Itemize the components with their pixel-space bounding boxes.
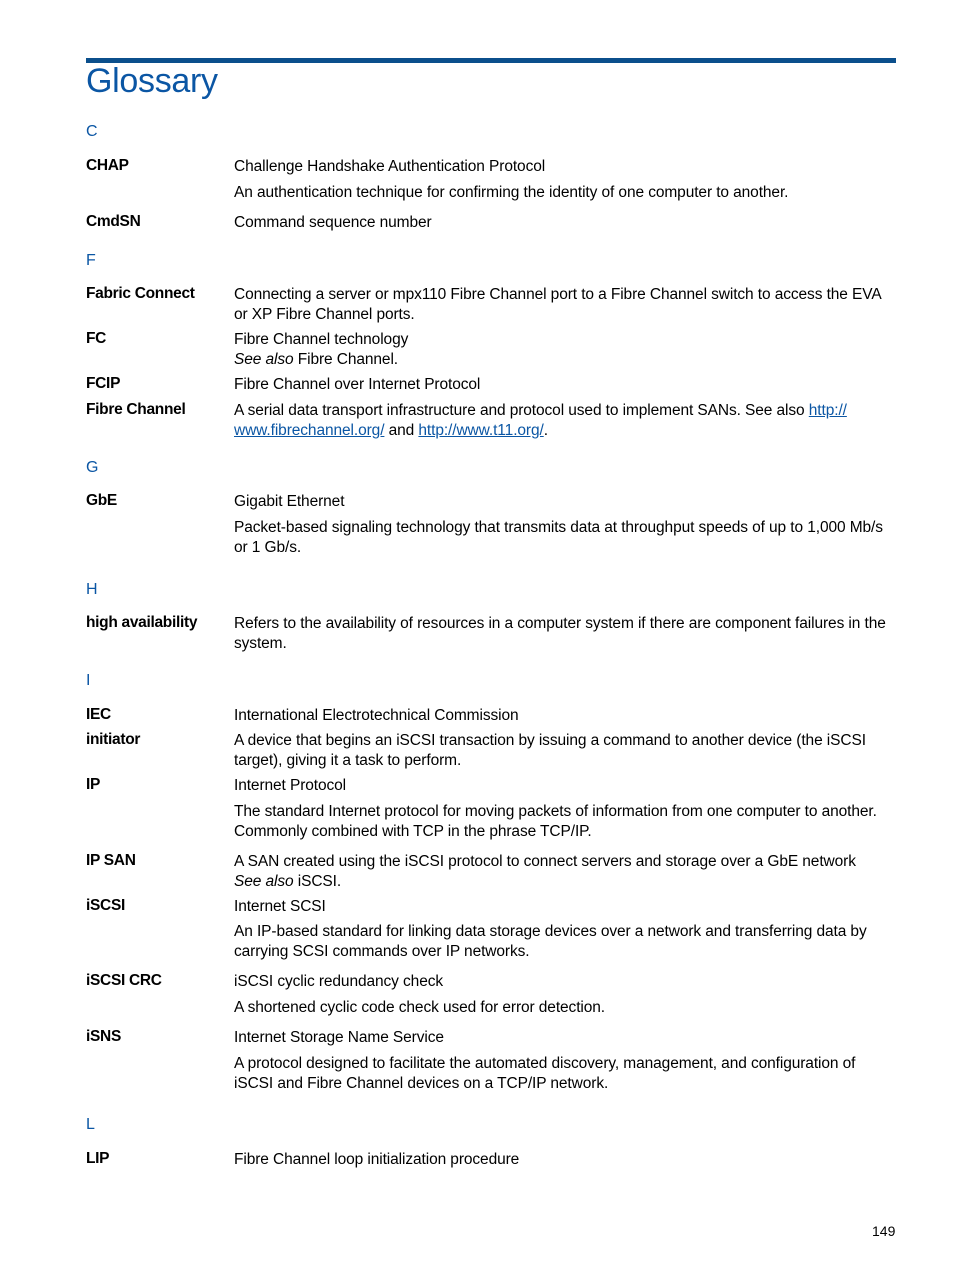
definition-iscsi-crc-detail [234,998,898,1018]
definition-lip [234,1150,898,1170]
term-ip: IP [86,776,101,793]
fibrechannel-link-part2[interactable]: www.fibrechannel.org/ [234,421,385,439]
section-letter-i: I [86,672,91,689]
definition-text: Internet Protocol [234,777,347,794]
definition-iscsi [234,897,898,917]
definition-text: The standard Internet protocol for moving packets of information from one computer to another. [234,803,877,820]
definition-text: Command sequence number [234,214,432,231]
term-lip: LIP [86,1150,110,1167]
definition-iscsi-crc [234,972,898,992]
term-initiator: initiator [86,731,141,748]
term-iscsi-crc: iSCSI CRC [86,972,162,989]
definition-fibre-channel [234,401,898,440]
definition-cmdsn [234,213,898,233]
definition-text: iSCSI cyclic redundancy check [234,973,444,990]
definition-ip-detail [234,802,898,841]
definition-text: A shortened cyclic code check used for error detection. [234,999,606,1016]
definition-text: target), giving it a task to perform. [234,751,462,769]
definition-text: International Electrotechnical Commission [234,707,519,724]
definition-text: A device that begins an iSCSI transaction by issuing a command to another device (the iSCSI [234,732,866,749]
definition-text: Internet SCSI [234,898,326,915]
section-letter-g: G [86,459,99,476]
definition-gbe-detail [234,518,898,557]
definition-fabric-connect [234,285,898,324]
definition-text: or 1 Gb/s. [234,538,302,556]
definition-text: Internet Storage Name Service [234,1029,444,1046]
section-letter-c: C [86,123,98,140]
definition-fcip [234,375,898,395]
definition-ip-san [234,852,898,891]
definition-chap-detail [234,183,898,203]
definition-iscsi-detail [234,922,898,961]
definition-text: Commonly combined with TCP in the phrase TCP/IP. [234,822,592,840]
definition-text: Refers to the availability of resources in a computer system if there are component failures in the [234,615,886,632]
definition-text: Fibre Channel loop initialization procedure [234,1151,520,1168]
term-iec: IEC [86,706,111,723]
conjunction-text: and [384,421,419,439]
page-number: 149 [872,1223,896,1239]
term-fc: FC [86,330,107,347]
see-also-target: iSCSI. [293,872,342,890]
see-also-label: See also [234,872,294,890]
see-also-line [234,872,898,892]
see-also-label: See also [234,350,294,368]
definition-text: system. [234,634,287,652]
term-fabric-connect: Fabric Connect [86,285,195,302]
definition-text: Gigabit Ethernet [234,493,345,510]
definition-fc [234,330,898,369]
term-isns: iSNS [86,1028,121,1045]
definition-text: Packet-based signaling technology that transmits data at throughput speeds of up to 1,000 Mb/s [234,519,883,536]
definition-text: Connecting a server or mpx110 Fibre Channel port to a Fibre Channel switch to access the EVA [234,286,882,303]
term-iscsi: iSCSI [86,897,125,914]
section-letter-h: H [86,581,98,598]
page-title: Glossary [86,62,218,100]
definition-gbe [234,492,898,512]
definition-text: A SAN created using the iSCSI protocol to connect servers and storage over a GbE network [234,853,856,870]
see-also-line [234,350,898,370]
definition-text: Fibre Channel over Internet Protocol [234,376,481,393]
fibrechannel-link-part1[interactable]: http:// [808,402,847,419]
definition-text: A serial data transport infrastructure and protocol used to implement SANs. See also [234,402,809,419]
definition-text: An IP-based standard for linking data storage devices over a network and transferring data by [234,923,867,940]
definition-text: carrying SCSI commands over IP networks. [234,942,530,960]
term-gbe: GbE [86,492,117,509]
definition-text: Challenge Handshake Authentication Protocol [234,158,546,175]
term-chap: CHAP [86,157,129,174]
sentence-end: . [543,421,548,439]
term-high-availability: high availability [86,614,198,631]
definition-isns [234,1028,898,1048]
definition-high-availability [234,614,898,653]
definition-text: An authentication technique for confirming the identity of one computer to another. [234,184,789,201]
definition-text: A protocol designed to facilitate the automated discovery, management, and configuration of [234,1055,856,1072]
term-cmdsn: CmdSN [86,213,141,230]
definition-text: iSCSI and Fibre Channel devices on a TCP/IP network. [234,1074,609,1092]
definition-initiator [234,731,898,770]
term-fibre-channel: Fibre Channel [86,401,186,418]
definition-isns-detail [234,1054,898,1093]
definition-text: or XP Fibre Channel ports. [234,305,415,323]
definition-iec [234,706,898,726]
term-fcip: FCIP [86,375,121,392]
definition-text: Fibre Channel technology [234,331,409,348]
t11-link[interactable]: http://www.t11.org/ [418,421,544,439]
see-also-target: Fibre Channel. [293,350,399,368]
section-letter-l: L [86,1116,95,1133]
term-ip-san: IP SAN [86,852,136,869]
section-letter-f: F [86,252,96,269]
definition-ip [234,776,898,796]
definition-chap [234,157,898,177]
